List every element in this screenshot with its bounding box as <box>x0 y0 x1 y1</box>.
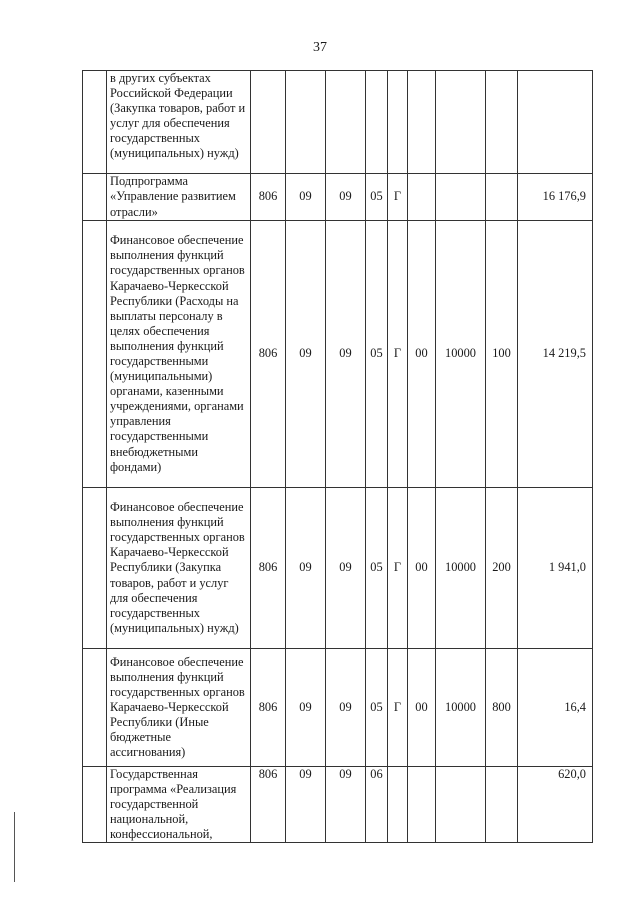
pr-cell: 09 <box>326 649 366 767</box>
vr-cell: 100 <box>486 221 518 488</box>
csr-part1-cell: 05 <box>366 649 388 767</box>
rz-cell: 09 <box>286 767 326 843</box>
csr-part2-cell <box>388 767 408 843</box>
vr-cell: 800 <box>486 649 518 767</box>
csr-part2-cell <box>388 71 408 174</box>
csr-part1-cell <box>366 71 388 174</box>
pr-cell: 09 <box>326 174 366 221</box>
pr-cell: 09 <box>326 221 366 488</box>
row-number-cell <box>83 649 107 767</box>
vr-cell <box>486 71 518 174</box>
ved-cell: 806 <box>251 767 286 843</box>
csr-part3-cell <box>408 767 436 843</box>
csr-part3-cell: 00 <box>408 649 436 767</box>
ved-cell: 806 <box>251 488 286 649</box>
pr-cell <box>326 71 366 174</box>
csr-part4-cell: 10000 <box>436 488 486 649</box>
csr-part4-cell <box>436 71 486 174</box>
table-row <box>83 488 593 649</box>
table-row <box>83 649 593 767</box>
row-number-cell <box>83 71 107 174</box>
table-row <box>83 767 593 843</box>
csr-part1-cell: 05 <box>366 221 388 488</box>
amount-cell: 16 176,9 <box>518 174 593 221</box>
vr-cell <box>486 767 518 843</box>
rz-cell: 09 <box>286 174 326 221</box>
csr-part4-cell: 10000 <box>436 649 486 767</box>
pr-cell: 09 <box>326 488 366 649</box>
table-row <box>83 221 593 488</box>
row-name-cell: Финансовое обеспечение выполнения функций государственных органов Карачаево-Черкесской Республики (Расходы на выплаты персоналу в целях обеспечения выполнения функций государственными (муниципальными) органами, казенными учреждениями, органами управления государственными внебюджетными фондами) <box>107 221 251 488</box>
csr-part4-cell: 10000 <box>436 221 486 488</box>
csr-part2-cell: Г <box>388 221 408 488</box>
vr-cell: 200 <box>486 488 518 649</box>
row-name-cell: Финансовое обеспечение выполнения функций государственных органов Карачаево-Черкесской Республики (Закупка товаров, работ и услуг для обеспечения государственных (муниципальных) нужд) <box>107 488 251 649</box>
row-number-cell <box>83 488 107 649</box>
csr-part2-cell: Г <box>388 488 408 649</box>
row-name-cell: в других субъектах Российской Федерации (Закупка товаров, работ и услуг для обеспечения государственных (муниципальных) нужд) <box>107 71 251 174</box>
csr-part1-cell: 05 <box>366 174 388 221</box>
rz-cell: 09 <box>286 221 326 488</box>
ved-cell: 806 <box>251 649 286 767</box>
ved-cell: 806 <box>251 221 286 488</box>
row-name-cell: Подпрограмма «Управление развитием отрасли» <box>107 174 251 221</box>
amount-cell: 16,4 <box>518 649 593 767</box>
amount-cell: 14 219,5 <box>518 221 593 488</box>
rz-cell: 09 <box>286 488 326 649</box>
amount-cell: 1 941,0 <box>518 488 593 649</box>
scan-margin-line <box>14 812 15 882</box>
amount-cell: 620,0 <box>518 767 593 843</box>
row-name-cell: Государственная программа «Реализация государственной национальной, конфессиональной, <box>107 767 251 843</box>
csr-part4-cell <box>436 767 486 843</box>
pr-cell: 09 <box>326 767 366 843</box>
ved-cell <box>251 71 286 174</box>
csr-part1-cell: 06 <box>366 767 388 843</box>
csr-part1-cell: 05 <box>366 488 388 649</box>
page-number: 37 <box>313 40 327 55</box>
row-number-cell <box>83 174 107 221</box>
csr-part3-cell: 00 <box>408 488 436 649</box>
table-row <box>83 174 593 221</box>
budget-table <box>82 70 593 843</box>
csr-part3-cell <box>408 71 436 174</box>
vr-cell <box>486 174 518 221</box>
row-number-cell <box>83 221 107 488</box>
csr-part2-cell: Г <box>388 174 408 221</box>
table-row <box>83 71 593 174</box>
rz-cell <box>286 71 326 174</box>
csr-part3-cell: 00 <box>408 221 436 488</box>
row-name-cell: Финансовое обеспечение выполнения функций государственных органов Карачаево-Черкесской Республики (Иные бюджетные ассигнования) <box>107 649 251 767</box>
ved-cell: 806 <box>251 174 286 221</box>
csr-part2-cell: Г <box>388 649 408 767</box>
amount-cell <box>518 71 593 174</box>
csr-part3-cell <box>408 174 436 221</box>
row-number-cell <box>83 767 107 843</box>
csr-part4-cell <box>436 174 486 221</box>
rz-cell: 09 <box>286 649 326 767</box>
